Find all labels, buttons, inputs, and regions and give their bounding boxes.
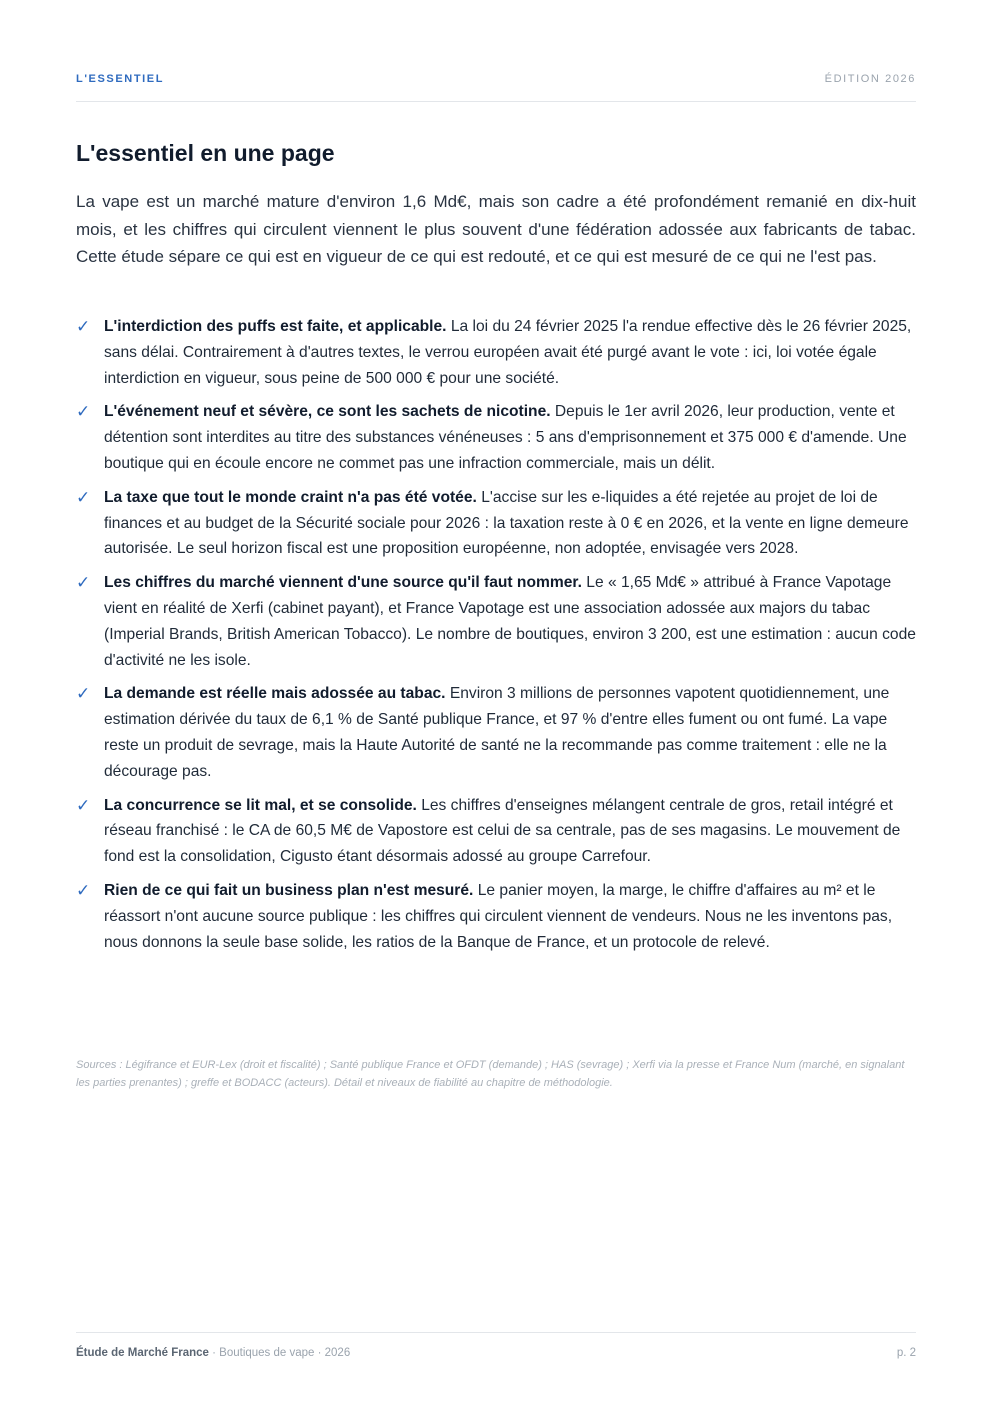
list-item — [76, 681, 916, 784]
running-header — [76, 72, 916, 86]
list-item — [76, 485, 916, 562]
point-lead: La demande est réelle mais adossée au tabac. — [104, 685, 450, 703]
sources-note: Sources : Légifrance et EUR-Lex (droit et fiscalité) ; Santé publique France et OFDT (demande) ; HAS (sevrage) ; Xerfi via la presse et France Num (marché, en signalant les parties prenantes) ; greffe et BODACC (acteurs). Détail et niveaux de fiabilité au chapitre de méthodologie. — [76, 1059, 905, 1089]
point-lead: Les chiffres du marché viennent d'une source qu'il faut nommer. — [104, 574, 587, 592]
footer-divider — [76, 1332, 916, 1333]
page-title: L'essentiel en une page — [76, 140, 335, 166]
point-text: Le « 1,65 Md€ » attribué à France Vapotage vient en réalité de Xerfi (cabinet payant), et France Vapotage est une association adossée aux majors du tabac (Imperial Brands, British American Tobacco). Le nombre de boutiques, environ 3 200, est une estimation : aucun code d'activité ne les isole. — [104, 574, 916, 669]
point-text: L'accise sur les e-liquides a été rejetée au projet de loi de finances et au budget de la Sécurité sociale pour 2026 : la taxation reste à 0 € en 2026, et la vente en ligne demeure autorisée. Le seul horizon fiscal est une proposition européenne, non adoptée, envisagée vers 2028. — [104, 488, 909, 558]
footer-meta: · Boutiques de vape · 2026 — [208, 1347, 351, 1359]
point-lead: Rien de ce qui fait un business plan n'est mesuré. — [104, 881, 478, 899]
check-icon: ✓ — [76, 795, 91, 815]
check-icon: ✓ — [76, 317, 91, 336]
point-text: Depuis le 1er avril 2026, leur production, vente et détention sont interdites au titre des substances vénéneuses : 5 ans d'emprisonnement et 375 000 € d'amende. Une boutique qui en écoule encore ne commet pas une infraction commerciale, mais un délit. — [104, 403, 907, 472]
point-lead: La taxe que tout le monde craint n'a pas été votée. — [104, 488, 482, 506]
edition-label: ÉDITION 2026 — [824, 73, 916, 85]
page-number: p. 2 — [896, 1347, 916, 1359]
point-text: Les chiffres d'enseignes mélangent centrale de gros, retail intégré et réseau franchisé : le CA de 60,5 M€ de Vapostore est celui de sa centrale, pas de ses magasins. Le mouvement de fond est la consolidation, Cigusto étant désormais adossé au groupe Carrefour. — [104, 796, 901, 866]
footer-brand: Étude de Marché France — [76, 1347, 209, 1359]
point-lead: L'événement neuf et sévère, ce sont les sachets de nicotine. — [104, 403, 555, 421]
point-lead: La concurrence se lit mal, et se consolide. — [104, 796, 422, 814]
check-icon: ✓ — [76, 402, 91, 422]
document-page — [76, 0, 916, 1404]
point-text: Environ 3 millions de personnes vapotent quotidiennement, une estimation dérivée du taux de 6,1 % de Santé publique France, et 97 % d'entre elles fument ou ont fumé. La vape reste un produit de sevrage, mais la Haute Autorité de santé ne la recommande pas comme traitement : elle ne la décourage pas. — [104, 685, 890, 780]
key-points-list — [76, 314, 916, 963]
header-divider — [76, 101, 916, 102]
section-label: L'ESSENTIEL — [76, 73, 165, 85]
intro-paragraph: La vape est un marché mature d'environ 1,6 Md€, mais son cadre a été profondément remanié en dix-huit mois, et les chiffres qui circulent viennent le plus souvent d'une fédération adossée aux fabricants de tabac. Cette étude sépare ce qui est en vigueur de ce qui est redouté, et ce qui est mesuré de ce qui ne l'est pas. — [76, 192, 916, 266]
list-item — [76, 793, 916, 870]
point-text: Le panier moyen, la marge, le chiffre d'affaires au m² et le réassort n'ont aucune source publique : les chiffres qui circulent viennent de vendeurs. Nous ne les inventons pas, nous donnons la seule base solide, les ratios de la Banque de France, et un protocole de relevé. — [104, 881, 893, 951]
check-icon: ✓ — [76, 573, 91, 593]
check-icon: ✓ — [76, 684, 91, 704]
point-text: La loi du 24 février 2025 l'a rendue effective dès le 26 février 2025, sans délai. Contrairement à d'autres textes, le verrou européen avait été purgé avant le vote : ici, loi votée égale interdiction en vigueur, sous peine de 500 000 € pour une société. — [104, 318, 912, 387]
check-icon: ✓ — [76, 880, 91, 900]
list-item — [76, 399, 916, 476]
check-icon: ✓ — [76, 487, 91, 507]
list-item — [76, 314, 916, 391]
point-lead: L'interdiction des puffs est faite, et applicable. — [104, 318, 451, 335]
list-item — [76, 570, 916, 673]
list-item — [76, 878, 916, 955]
page-footer — [76, 1345, 916, 1361]
